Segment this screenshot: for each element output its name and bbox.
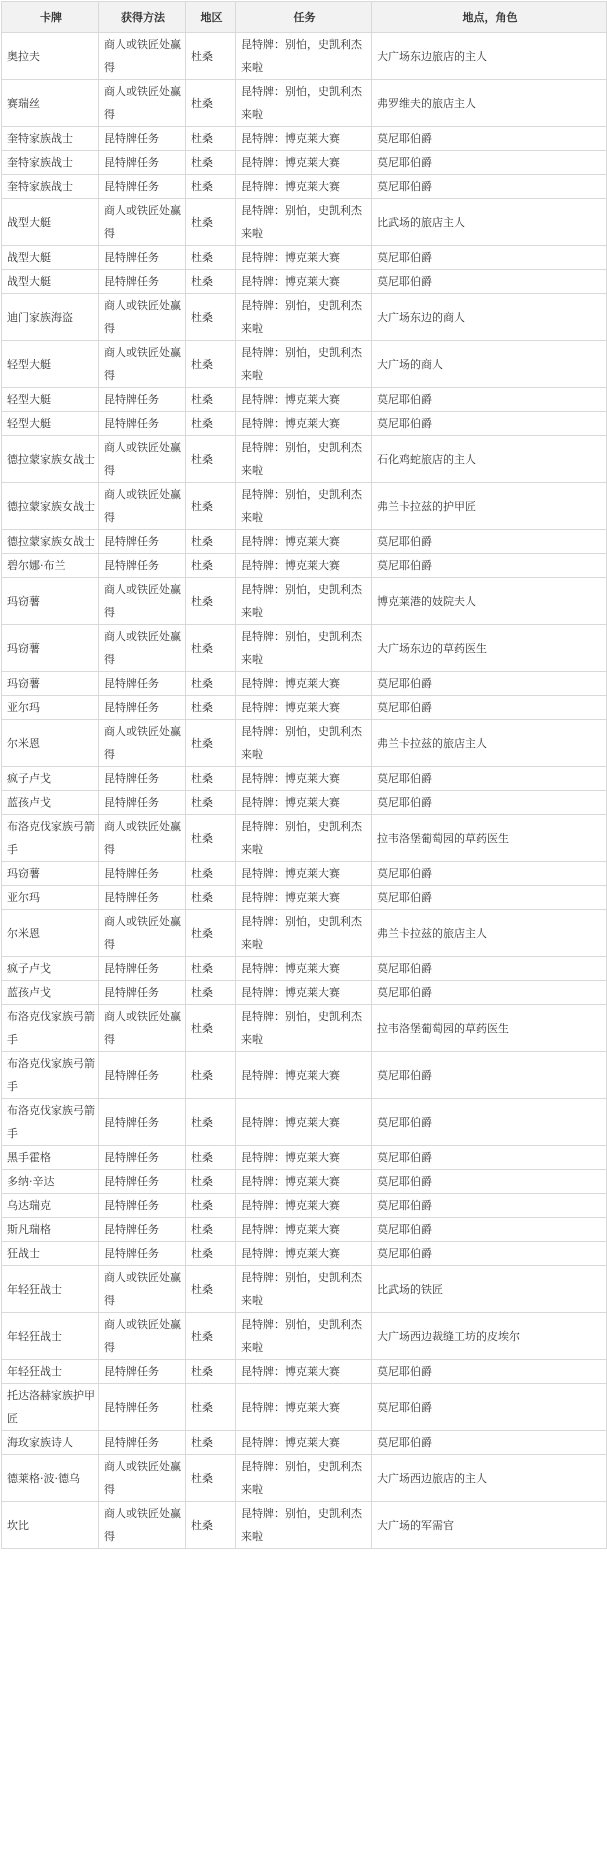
cell-quest: 昆特牌：博克莱大赛 (236, 1170, 372, 1194)
table-row (2, 767, 607, 791)
cell-card-name: 年轻狂战士 (2, 1266, 99, 1313)
header-location-role: 地点，角色 (372, 2, 607, 33)
cell-quest: 昆特牌：别怕，史凯利杰来啦 (236, 33, 372, 80)
cell-location-role: 大广场东边的草药医生 (372, 625, 607, 672)
cell-quest: 昆特牌：别怕，史凯利杰来啦 (236, 910, 372, 957)
cell-region: 杜桑 (186, 672, 236, 696)
cell-quest: 昆特牌：博克莱大赛 (236, 672, 372, 696)
cell-region: 杜桑 (186, 957, 236, 981)
cell-method: 昆特牌任务 (99, 1384, 186, 1431)
cell-quest: 昆特牌：别怕，史凯利杰来啦 (236, 80, 372, 127)
cell-quest: 昆特牌：博克莱大赛 (236, 1194, 372, 1218)
cell-method: 昆特牌任务 (99, 1218, 186, 1242)
cell-quest: 昆特牌：别怕，史凯利杰来啦 (236, 1502, 372, 1549)
cell-card-name: 奎特家族战士 (2, 151, 99, 175)
cell-card-name: 黑手霍格 (2, 1146, 99, 1170)
cell-quest: 昆特牌：博克莱大赛 (236, 270, 372, 294)
table-row (2, 1384, 607, 1431)
cell-card-name: 布洛克伐家族弓箭手 (2, 1052, 99, 1099)
cell-method: 昆特牌任务 (99, 1099, 186, 1146)
cell-region: 杜桑 (186, 1218, 236, 1242)
cell-method: 昆特牌任务 (99, 388, 186, 412)
cell-region: 杜桑 (186, 1052, 236, 1099)
cell-card-name: 战型大艇 (2, 199, 99, 246)
cell-location-role: 拉韦洛堡葡萄园的草药医生 (372, 1005, 607, 1052)
cell-region: 杜桑 (186, 696, 236, 720)
cell-quest: 昆特牌：博克莱大赛 (236, 696, 372, 720)
cell-region: 杜桑 (186, 1313, 236, 1360)
cell-region: 杜桑 (186, 436, 236, 483)
cell-method: 商人或铁匠处赢得 (99, 910, 186, 957)
cell-quest: 昆特牌：博克莱大赛 (236, 1099, 372, 1146)
table-row (2, 578, 607, 625)
cell-card-name: 年轻狂战士 (2, 1313, 99, 1360)
cell-quest: 昆特牌：别怕，史凯利杰来啦 (236, 341, 372, 388)
cell-quest: 昆特牌：别怕，史凯利杰来啦 (236, 1005, 372, 1052)
cell-location-role: 莫尼耶伯爵 (372, 981, 607, 1005)
cell-location-role: 莫尼耶伯爵 (372, 1194, 607, 1218)
cell-region: 杜桑 (186, 294, 236, 341)
cell-method: 昆特牌任务 (99, 767, 186, 791)
cell-region: 杜桑 (186, 127, 236, 151)
cell-region: 杜桑 (186, 1005, 236, 1052)
cell-method: 商人或铁匠处赢得 (99, 436, 186, 483)
cell-method: 商人或铁匠处赢得 (99, 1502, 186, 1549)
cell-method: 商人或铁匠处赢得 (99, 483, 186, 530)
cell-region: 杜桑 (186, 388, 236, 412)
table-row (2, 270, 607, 294)
cell-card-name: 德莱格·波·德乌 (2, 1455, 99, 1502)
cell-method: 商人或铁匠处赢得 (99, 625, 186, 672)
cell-method: 昆特牌任务 (99, 246, 186, 270)
cell-location-role: 莫尼耶伯爵 (372, 767, 607, 791)
header-quest: 任务 (236, 2, 372, 33)
cell-region: 杜桑 (186, 341, 236, 388)
table-row (2, 696, 607, 720)
cell-card-name: 德拉蒙家族女战士 (2, 436, 99, 483)
cell-method: 昆特牌任务 (99, 554, 186, 578)
cell-region: 杜桑 (186, 199, 236, 246)
cell-quest: 昆特牌：博克莱大赛 (236, 246, 372, 270)
cell-region: 杜桑 (186, 175, 236, 199)
cell-region: 杜桑 (186, 554, 236, 578)
cell-card-name: 年轻狂战士 (2, 1360, 99, 1384)
cell-region: 杜桑 (186, 530, 236, 554)
cell-method: 商人或铁匠处赢得 (99, 1455, 186, 1502)
cell-card-name: 狂战士 (2, 1242, 99, 1266)
table-row (2, 1431, 607, 1455)
cell-card-name: 斯凡瑞格 (2, 1218, 99, 1242)
table-row (2, 886, 607, 910)
cell-method: 昆特牌任务 (99, 175, 186, 199)
cell-quest: 昆特牌：别怕，史凯利杰来啦 (236, 1313, 372, 1360)
table-row (2, 33, 607, 80)
cell-location-role: 莫尼耶伯爵 (372, 957, 607, 981)
cell-region: 杜桑 (186, 1242, 236, 1266)
cell-region: 杜桑 (186, 981, 236, 1005)
cell-quest: 昆特牌：别怕，史凯利杰来啦 (236, 720, 372, 767)
table-row (2, 388, 607, 412)
table-row (2, 1218, 607, 1242)
cell-quest: 昆特牌：博克莱大赛 (236, 175, 372, 199)
cell-card-name: 德拉蒙家族女战士 (2, 530, 99, 554)
cell-region: 杜桑 (186, 578, 236, 625)
header-card: 卡牌 (2, 2, 99, 33)
cell-quest: 昆特牌：别怕，史凯利杰来啦 (236, 1266, 372, 1313)
cell-region: 杜桑 (186, 270, 236, 294)
cell-location-role: 莫尼耶伯爵 (372, 1099, 607, 1146)
table-row (2, 530, 607, 554)
cell-location-role: 莫尼耶伯爵 (372, 246, 607, 270)
cell-location-role: 弗兰卡拉兹的护甲匠 (372, 483, 607, 530)
cell-card-name: 尔米恩 (2, 720, 99, 767)
cell-location-role: 莫尼耶伯爵 (372, 1052, 607, 1099)
cell-region: 杜桑 (186, 1266, 236, 1313)
cell-quest: 昆特牌：别怕，史凯利杰来啦 (236, 483, 372, 530)
cell-method: 昆特牌任务 (99, 1242, 186, 1266)
cell-card-name: 布洛克伐家族弓箭手 (2, 815, 99, 862)
cell-quest: 昆特牌：别怕，史凯利杰来啦 (236, 294, 372, 341)
table-row (2, 672, 607, 696)
cell-quest: 昆特牌：博克莱大赛 (236, 127, 372, 151)
cell-method: 商人或铁匠处赢得 (99, 341, 186, 388)
cell-location-role: 大广场的军需官 (372, 1502, 607, 1549)
cell-quest: 昆特牌：博克莱大赛 (236, 412, 372, 436)
table-row (2, 1502, 607, 1549)
cell-card-name: 蓝孩卢戈 (2, 791, 99, 815)
cell-region: 杜桑 (186, 1360, 236, 1384)
cell-region: 杜桑 (186, 483, 236, 530)
table-row (2, 815, 607, 862)
table-row (2, 1170, 607, 1194)
cell-region: 杜桑 (186, 1431, 236, 1455)
cell-quest: 昆特牌：博克莱大赛 (236, 1242, 372, 1266)
cell-card-name: 坎比 (2, 1502, 99, 1549)
cell-method: 昆特牌任务 (99, 696, 186, 720)
cell-location-role: 莫尼耶伯爵 (372, 1242, 607, 1266)
cell-quest: 昆特牌：博克莱大赛 (236, 1218, 372, 1242)
gwent-card-table (1, 1, 607, 1549)
cell-region: 杜桑 (186, 910, 236, 957)
cell-location-role: 莫尼耶伯爵 (372, 270, 607, 294)
table-row (2, 436, 607, 483)
cell-method: 昆特牌任务 (99, 886, 186, 910)
cell-quest: 昆特牌：别怕，史凯利杰来啦 (236, 199, 372, 246)
cell-method: 昆特牌任务 (99, 1194, 186, 1218)
cell-quest: 昆特牌：别怕，史凯利杰来啦 (236, 815, 372, 862)
cell-method: 商人或铁匠处赢得 (99, 1266, 186, 1313)
cell-quest: 昆特牌：博克莱大赛 (236, 530, 372, 554)
cell-method: 商人或铁匠处赢得 (99, 578, 186, 625)
cell-method: 昆特牌任务 (99, 957, 186, 981)
cell-card-name: 赛瑞丝 (2, 80, 99, 127)
cell-method: 昆特牌任务 (99, 1431, 186, 1455)
cell-region: 杜桑 (186, 80, 236, 127)
cell-method: 昆特牌任务 (99, 530, 186, 554)
table-body (2, 33, 607, 1549)
cell-method: 昆特牌任务 (99, 1146, 186, 1170)
cell-quest: 昆特牌：博克莱大赛 (236, 767, 372, 791)
table-row (2, 483, 607, 530)
cell-region: 杜桑 (186, 33, 236, 80)
cell-location-role: 莫尼耶伯爵 (372, 886, 607, 910)
cell-method: 昆特牌任务 (99, 791, 186, 815)
cell-card-name: 托达洛赫家族护甲匠 (2, 1384, 99, 1431)
cell-location-role: 莫尼耶伯爵 (372, 175, 607, 199)
table-row (2, 1099, 607, 1146)
cell-card-name: 战型大艇 (2, 246, 99, 270)
cell-location-role: 大广场西边裁缝工坊的皮埃尔 (372, 1313, 607, 1360)
cell-method: 商人或铁匠处赢得 (99, 199, 186, 246)
cell-location-role: 莫尼耶伯爵 (372, 151, 607, 175)
cell-location-role: 莫尼耶伯爵 (372, 554, 607, 578)
cell-quest: 昆特牌：博克莱大赛 (236, 554, 372, 578)
cell-quest: 昆特牌：博克莱大赛 (236, 862, 372, 886)
table-row (2, 981, 607, 1005)
cell-method: 昆特牌任务 (99, 270, 186, 294)
table-row (2, 412, 607, 436)
cell-method: 商人或铁匠处赢得 (99, 33, 186, 80)
cell-region: 杜桑 (186, 412, 236, 436)
cell-card-name: 玛窃薯 (2, 578, 99, 625)
cell-card-name: 碧尔娜·布兰 (2, 554, 99, 578)
table-row (2, 1360, 607, 1384)
table-row (2, 1313, 607, 1360)
cell-card-name: 玛窃薯 (2, 862, 99, 886)
cell-location-role: 大广场西边旅店的主人 (372, 1455, 607, 1502)
table-row (2, 246, 607, 270)
cell-region: 杜桑 (186, 246, 236, 270)
cell-method: 昆特牌任务 (99, 412, 186, 436)
cell-card-name: 轻型大艇 (2, 388, 99, 412)
cell-region: 杜桑 (186, 862, 236, 886)
table-row (2, 1455, 607, 1502)
cell-location-role: 莫尼耶伯爵 (372, 696, 607, 720)
cell-region: 杜桑 (186, 1170, 236, 1194)
table-row (2, 1005, 607, 1052)
cell-location-role: 莫尼耶伯爵 (372, 1170, 607, 1194)
cell-location-role: 比武场的旅店主人 (372, 199, 607, 246)
cell-location-role: 莫尼耶伯爵 (372, 672, 607, 696)
cell-location-role: 大广场的商人 (372, 341, 607, 388)
cell-card-name: 乌达瑞克 (2, 1194, 99, 1218)
cell-quest: 昆特牌：博克莱大赛 (236, 791, 372, 815)
cell-method: 商人或铁匠处赢得 (99, 80, 186, 127)
cell-quest: 昆特牌：博克莱大赛 (236, 1146, 372, 1170)
table-row (2, 957, 607, 981)
cell-method: 昆特牌任务 (99, 1360, 186, 1384)
cell-region: 杜桑 (186, 791, 236, 815)
cell-location-role: 莫尼耶伯爵 (372, 388, 607, 412)
cell-card-name: 轻型大艇 (2, 341, 99, 388)
header-row (2, 2, 607, 33)
cell-location-role: 比武场的铁匠 (372, 1266, 607, 1313)
cell-location-role: 莫尼耶伯爵 (372, 1146, 607, 1170)
table-row (2, 341, 607, 388)
cell-location-role: 莫尼耶伯爵 (372, 127, 607, 151)
cell-location-role: 拉韦洛堡葡萄园的草药医生 (372, 815, 607, 862)
table-row (2, 127, 607, 151)
cell-region: 杜桑 (186, 1099, 236, 1146)
cell-location-role: 大广场东边旅店的主人 (372, 33, 607, 80)
cell-card-name: 尔米恩 (2, 910, 99, 957)
cell-location-role: 莫尼耶伯爵 (372, 862, 607, 886)
cell-card-name: 布洛克伐家族弓箭手 (2, 1099, 99, 1146)
cell-region: 杜桑 (186, 1146, 236, 1170)
table-row (2, 175, 607, 199)
cell-method: 昆特牌任务 (99, 862, 186, 886)
cell-quest: 昆特牌：博克莱大赛 (236, 886, 372, 910)
cell-card-name: 亚尔玛 (2, 886, 99, 910)
cell-card-name: 多纳·辛达 (2, 1170, 99, 1194)
cell-region: 杜桑 (186, 815, 236, 862)
cell-quest: 昆特牌：别怕，史凯利杰来啦 (236, 1455, 372, 1502)
cell-region: 杜桑 (186, 720, 236, 767)
table-row (2, 151, 607, 175)
cell-location-role: 博克莱港的妓院夫人 (372, 578, 607, 625)
cell-method: 昆特牌任务 (99, 672, 186, 696)
cell-location-role: 莫尼耶伯爵 (372, 530, 607, 554)
table-row (2, 720, 607, 767)
header-region: 地区 (186, 2, 236, 33)
cell-location-role: 莫尼耶伯爵 (372, 1431, 607, 1455)
cell-card-name: 奎特家族战士 (2, 127, 99, 151)
cell-region: 杜桑 (186, 151, 236, 175)
cell-card-name: 玛窃薯 (2, 625, 99, 672)
cell-quest: 昆特牌：博克莱大赛 (236, 151, 372, 175)
cell-card-name: 轻型大艇 (2, 412, 99, 436)
table-row (2, 910, 607, 957)
cell-quest: 昆特牌：博克莱大赛 (236, 1052, 372, 1099)
table-row (2, 554, 607, 578)
table-row (2, 791, 607, 815)
table-row (2, 199, 607, 246)
cell-card-name: 疯子卢戈 (2, 957, 99, 981)
cell-method: 昆特牌任务 (99, 1052, 186, 1099)
cell-region: 杜桑 (186, 767, 236, 791)
cell-location-role: 大广场东边的商人 (372, 294, 607, 341)
cell-quest: 昆特牌：别怕，史凯利杰来啦 (236, 436, 372, 483)
cell-card-name: 玛窃薯 (2, 672, 99, 696)
cell-method: 商人或铁匠处赢得 (99, 720, 186, 767)
cell-card-name: 奎特家族战士 (2, 175, 99, 199)
cell-region: 杜桑 (186, 1455, 236, 1502)
cell-card-name: 迪门家族海盗 (2, 294, 99, 341)
cell-region: 杜桑 (186, 886, 236, 910)
table-row (2, 862, 607, 886)
cell-method: 商人或铁匠处赢得 (99, 294, 186, 341)
cell-card-name: 战型大艇 (2, 270, 99, 294)
cell-card-name: 布洛克伐家族弓箭手 (2, 1005, 99, 1052)
table-row (2, 80, 607, 127)
table-row (2, 1242, 607, 1266)
cell-region: 杜桑 (186, 1502, 236, 1549)
cell-method: 商人或铁匠处赢得 (99, 1005, 186, 1052)
cell-method: 商人或铁匠处赢得 (99, 815, 186, 862)
cell-region: 杜桑 (186, 1194, 236, 1218)
cell-location-role: 弗兰卡拉兹的旅店主人 (372, 910, 607, 957)
cell-card-name: 亚尔玛 (2, 696, 99, 720)
table-row (2, 1194, 607, 1218)
cell-quest: 昆特牌：博克莱大赛 (236, 1384, 372, 1431)
cell-location-role: 弗兰卡拉兹的旅店主人 (372, 720, 607, 767)
cell-quest: 昆特牌：博克莱大赛 (236, 1360, 372, 1384)
table-row (2, 1266, 607, 1313)
cell-quest: 昆特牌：别怕，史凯利杰来啦 (236, 625, 372, 672)
cell-card-name: 海玫家族诗人 (2, 1431, 99, 1455)
table-row (2, 625, 607, 672)
cell-card-name: 奥拉夫 (2, 33, 99, 80)
cell-method: 昆特牌任务 (99, 127, 186, 151)
cell-location-role: 莫尼耶伯爵 (372, 412, 607, 436)
table-row (2, 294, 607, 341)
cell-card-name: 蓝孩卢戈 (2, 981, 99, 1005)
table-header (2, 2, 607, 33)
cell-card-name: 疯子卢戈 (2, 767, 99, 791)
table-row (2, 1146, 607, 1170)
cell-quest: 昆特牌：别怕，史凯利杰来啦 (236, 578, 372, 625)
cell-card-name: 德拉蒙家族女战士 (2, 483, 99, 530)
cell-method: 昆特牌任务 (99, 1170, 186, 1194)
cell-method: 昆特牌任务 (99, 981, 186, 1005)
cell-location-role: 弗罗维夫的旅店主人 (372, 80, 607, 127)
cell-location-role: 莫尼耶伯爵 (372, 791, 607, 815)
cell-quest: 昆特牌：博克莱大赛 (236, 1431, 372, 1455)
cell-location-role: 莫尼耶伯爵 (372, 1360, 607, 1384)
cell-region: 杜桑 (186, 1384, 236, 1431)
cell-region: 杜桑 (186, 625, 236, 672)
cell-location-role: 莫尼耶伯爵 (372, 1218, 607, 1242)
cell-quest: 昆特牌：博克莱大赛 (236, 981, 372, 1005)
cell-method: 商人或铁匠处赢得 (99, 1313, 186, 1360)
cell-quest: 昆特牌：博克莱大赛 (236, 957, 372, 981)
cell-method: 昆特牌任务 (99, 151, 186, 175)
cell-location-role: 莫尼耶伯爵 (372, 1384, 607, 1431)
cell-quest: 昆特牌：博克莱大赛 (236, 388, 372, 412)
header-method: 获得方法 (99, 2, 186, 33)
table-row (2, 1052, 607, 1099)
cell-location-role: 石化鸡蛇旅店的主人 (372, 436, 607, 483)
